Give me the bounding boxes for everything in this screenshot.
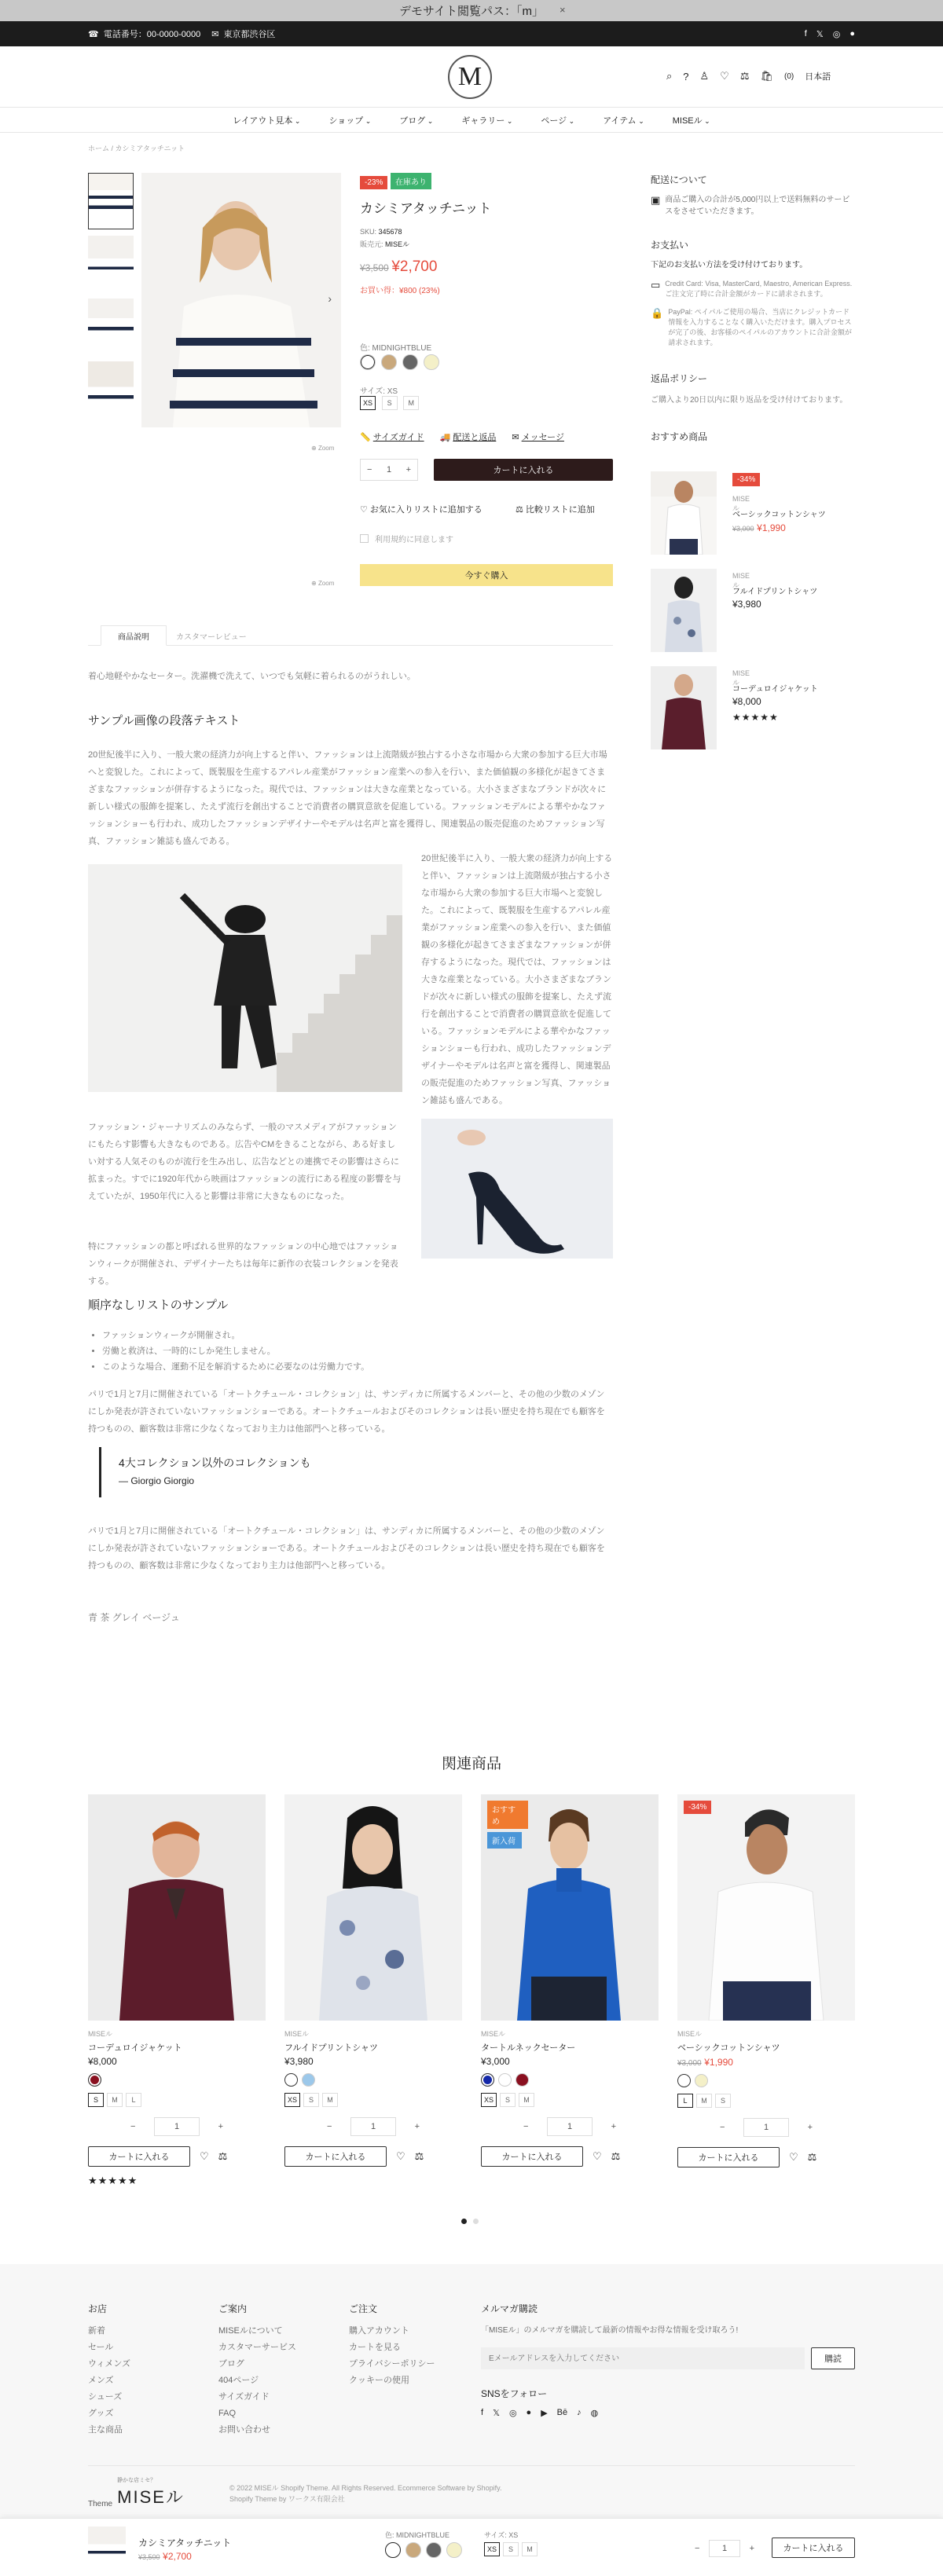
close-icon[interactable]: × bbox=[560, 4, 566, 16]
terms-label: 利用規約に同意します bbox=[375, 536, 453, 544]
pinterest-icon[interactable]: ● bbox=[526, 2408, 532, 2417]
wishlist-icon[interactable]: ♡ bbox=[720, 70, 729, 82]
account-icon[interactable]: ♙ bbox=[699, 70, 710, 82]
card-size[interactable]: XS bbox=[284, 2093, 300, 2107]
card-swatch[interactable] bbox=[516, 2073, 529, 2087]
card-swatch[interactable] bbox=[695, 2074, 708, 2087]
footer-link[interactable]: ウィメンズ bbox=[88, 2359, 131, 2369]
related-title: 関連商品 bbox=[441, 1756, 501, 1772]
rec-image-2[interactable] bbox=[651, 569, 717, 652]
zoom-icon: ⊕ bbox=[311, 445, 318, 452]
footer-link[interactable]: サイズガイド bbox=[218, 2392, 270, 2402]
logo[interactable]: M bbox=[448, 55, 492, 99]
footer-logo-small: Theme bbox=[88, 2500, 113, 2508]
stock-badge: 在庫あり bbox=[391, 173, 431, 189]
facebook-icon[interactable]: f bbox=[804, 28, 807, 38]
lock-icon: 🔒 bbox=[651, 307, 664, 319]
rec-image-1[interactable] bbox=[651, 471, 717, 555]
card-add-to-cart-button[interactable]: カートに入れる bbox=[284, 2146, 387, 2167]
color-swatches bbox=[360, 354, 439, 370]
minus-icon[interactable]: − bbox=[367, 465, 372, 475]
rec-name[interactable]: フルイドプリントシャツ bbox=[732, 588, 818, 596]
rec-old-price: ¥3,000 bbox=[732, 525, 754, 533]
plus-icon[interactable]: + bbox=[807, 2123, 813, 2132]
plus-icon[interactable]: + bbox=[749, 2544, 754, 2553]
footer-link[interactable]: カートを見る bbox=[349, 2343, 401, 2352]
blockquote bbox=[99, 1447, 311, 1497]
footer-link[interactable]: ブログ bbox=[218, 2359, 244, 2369]
payment-sub: 下記のお支払い方法を受け付けております。 bbox=[651, 261, 808, 269]
return-title: 返品ポリシー bbox=[651, 373, 708, 384]
list-item: • このような場合、運動不足を解消するために必要なのは労働力です。 bbox=[102, 1359, 605, 1375]
cart-count: (0) bbox=[784, 71, 794, 81]
sticky-size[interactable]: M bbox=[522, 2542, 538, 2556]
sticky-swatch[interactable] bbox=[405, 2542, 421, 2558]
footer-col-shop bbox=[88, 2302, 130, 2439]
compare-icon[interactable]: ⚖ bbox=[807, 2151, 817, 2163]
sns-title: SNSをフォロー bbox=[481, 2388, 548, 2399]
sticky-swatch[interactable] bbox=[385, 2542, 401, 2558]
vendor-label: 販売元: bbox=[360, 240, 383, 248]
chat-icon: ✉ bbox=[512, 433, 522, 442]
compare-icon[interactable]: ⚖ bbox=[611, 2150, 621, 2162]
sticky-swatches bbox=[385, 2542, 462, 2558]
thumbnail-3[interactable] bbox=[88, 299, 134, 355]
main-nav bbox=[0, 108, 943, 133]
plus-icon[interactable]: + bbox=[611, 2122, 616, 2131]
heart-icon[interactable]: ♡ bbox=[593, 2150, 602, 2162]
minus-icon[interactable]: − bbox=[327, 2122, 332, 2131]
sticky-thumbnail bbox=[88, 2527, 126, 2571]
instagram-icon[interactable]: ◎ bbox=[832, 29, 841, 39]
card-vendor: MISEル bbox=[88, 2030, 113, 2038]
card-vendor: MISEル bbox=[481, 2030, 506, 2038]
footer-link[interactable]: 主な商品 bbox=[88, 2425, 123, 2435]
carousel-dot-active[interactable] bbox=[461, 2219, 467, 2224]
next-image-icon[interactable]: › bbox=[328, 292, 332, 305]
terms-checkbox[interactable] bbox=[360, 534, 369, 543]
related-card bbox=[481, 1794, 659, 2167]
sticky-price: ¥2,700 bbox=[163, 2551, 192, 2562]
card-size[interactable]: S bbox=[88, 2093, 104, 2107]
rec-image-3[interactable] bbox=[651, 666, 717, 749]
sidebar bbox=[651, 173, 855, 443]
header bbox=[0, 46, 943, 108]
sticky-title: カシミアタッチニット bbox=[138, 2538, 232, 2549]
behance-icon[interactable]: Bē bbox=[556, 2408, 568, 2417]
footer-logo[interactable] bbox=[88, 2476, 185, 2508]
footer-heading: ご注文 bbox=[349, 2303, 378, 2314]
recommended-title: おすすめ商品 bbox=[651, 431, 708, 442]
sticky-add-to-cart-bar bbox=[0, 2518, 943, 2576]
card-old-price: ¥3,000 bbox=[677, 2059, 702, 2068]
rec-name[interactable]: ベーシックコットンシャツ bbox=[732, 511, 826, 519]
payment-title: お支払い bbox=[651, 240, 689, 251]
nav-item-page[interactable]: ページ ⌄ bbox=[541, 114, 574, 126]
card-size[interactable]: M bbox=[107, 2093, 123, 2107]
zoom-label-2[interactable]: ⊕ Zoom bbox=[311, 580, 335, 587]
mail-icon: ✉ bbox=[211, 29, 219, 39]
footer-link[interactable]: MISEルについて bbox=[218, 2326, 283, 2336]
utility-bar bbox=[0, 21, 943, 46]
size-xs[interactable]: XS bbox=[360, 396, 376, 410]
sns-icons bbox=[481, 2408, 855, 2418]
rec-vendor: MISEル bbox=[732, 572, 750, 589]
facebook-icon[interactable]: f bbox=[481, 2408, 484, 2417]
paypal-text: PayPal: ペイパルご使用の場合、当店にクレジットカード情報を入力することなく購入いただけます。購入プロセスが完了の後、お客様のペイパルのアカウントに合計金額が請求されます。 bbox=[668, 308, 852, 346]
sticky-sizes bbox=[484, 2542, 541, 2556]
savings: お買い得：¥800 (23%) bbox=[360, 287, 440, 295]
card-swatch[interactable] bbox=[498, 2073, 512, 2087]
card-add-to-cart-button[interactable]: カートに入れる bbox=[677, 2147, 780, 2167]
product-info bbox=[360, 173, 613, 295]
sticky-color-label: 色: MIDNIGHTBLUE bbox=[385, 2531, 450, 2539]
zoom-icon: ⊕ bbox=[311, 580, 318, 587]
footer-col-info bbox=[218, 2302, 296, 2439]
card-size[interactable]: L bbox=[677, 2094, 693, 2108]
card-add-to-cart-button[interactable]: カートに入れる bbox=[88, 2146, 190, 2167]
footer-divider bbox=[88, 2465, 855, 2466]
card-size[interactable]: M bbox=[322, 2093, 338, 2107]
related-image-2[interactable] bbox=[284, 1794, 462, 2021]
shipping-link[interactable]: 🚚 配送と返品 bbox=[439, 433, 497, 442]
related-card bbox=[88, 1794, 266, 2187]
product-tags[interactable]: 青 茶 グレイ ベージュ bbox=[88, 1612, 180, 1623]
price: ¥2,700 bbox=[391, 258, 438, 275]
announcement-text: デモサイト閲覧パス：「m」 bbox=[399, 5, 544, 18]
footer-logo-text: MISEル bbox=[117, 2487, 185, 2507]
description-intro: 着心地軽やかなセーター。洗濯機で洗えて、いつでも気軽に着られるのがうれしい。 bbox=[88, 672, 416, 681]
description-heading-1: サンプル画像の段落テキスト bbox=[88, 714, 240, 727]
breadcrumb[interactable]: ホーム / カシミアタッチニット bbox=[88, 145, 185, 152]
rec-badge: -34% bbox=[732, 473, 760, 486]
footer-heading: お店 bbox=[88, 2303, 108, 2314]
copyright: © 2022 MISEル Shopify Theme. All Rights Reserved. Ecommerce Software by Shopify. bbox=[229, 2484, 502, 2492]
pinterest-icon[interactable]: ● bbox=[849, 28, 855, 38]
card-add-to-cart-button[interactable]: カートに入れる bbox=[481, 2146, 583, 2167]
description-paragraph-3: ファッション・ジャーナリズムのみならず、一般のマスメディアがファッションにもたらす影響も大きなものである。広告やCMをきることながら、ある好ましい対する人気そのものが流行を生み出し、広告などとの連携でその影響はさらに拡まった。すでに1920年代から映画はファッションの流行にある程度の影響を与えていたが、1950年代に入ると影響は非常に大きなものになった。 bbox=[88, 1123, 402, 1201]
product-title: カシミアタッチニット bbox=[360, 201, 492, 216]
newsletter-title: メルマガ購読 bbox=[481, 2303, 538, 2314]
description-heading-2: 順序なしリストのサンプル bbox=[88, 1299, 229, 1312]
list-item: • ファッションウィークが開催され。 bbox=[102, 1328, 605, 1343]
shoe-photo bbox=[421, 1119, 613, 1259]
quote-author: — Giorgio Giorgio bbox=[119, 1475, 195, 1486]
footer-link[interactable]: FAQ bbox=[218, 2409, 237, 2418]
plus-icon[interactable]: + bbox=[405, 465, 411, 475]
footer-link[interactable]: 購入アカウント bbox=[349, 2326, 409, 2336]
nav-item-misel[interactable]: MISEル ⌄ bbox=[673, 114, 710, 126]
x-icon[interactable]: 𝕏 bbox=[493, 2409, 500, 2418]
footer-link[interactable]: 新着 bbox=[88, 2326, 105, 2336]
swatch-cream[interactable] bbox=[424, 354, 439, 370]
footer-link[interactable]: クッキーの使用 bbox=[349, 2376, 409, 2385]
description-paragraph-1: 20世紀後半に入り、一般大衆の経済力が向上すると伴い、ファッションは上流階級が独占する小さな市場から大衆の参加する巨大市場へと変貌した。これによって、既製服を生産するアパレル産業がファッション産業への参入を行い、また価値観の多様化が起きてさまざまなファッションが併存するようになった。現代では、ファッションは大きな産業となっている。大小さまざまなブランドが次々に新しい様式の服飾を提案し、たえず流行を創出することで消費者の購買意欲を促進している。ファッションモデルによる華やかなファッションショーも行われ、成功したファッションデザイナーやモデルは名声と富を獲得し、関連製品の販売促進のためファッション写真、ファッション雑誌も盛んである。 bbox=[88, 750, 607, 846]
description-paragraph-4: 特にファッションの都と呼ばれる世界的なファッションの中心地ではファッションウィークが開催され、デザイナーたちは毎年に新作の衣装コレクションを発表する。 bbox=[88, 1242, 398, 1286]
tab-bar bbox=[88, 625, 613, 646]
rec-vendor: MISEル bbox=[732, 669, 750, 687]
phone-icon: ☎ bbox=[88, 29, 99, 39]
card-size[interactable]: S bbox=[303, 2093, 319, 2107]
sticky-swatch[interactable] bbox=[426, 2542, 442, 2558]
cart-icon[interactable]: 🛍 bbox=[760, 70, 773, 82]
related-image-3[interactable] bbox=[481, 1794, 659, 2021]
size-s[interactable]: S bbox=[382, 396, 398, 410]
heart-icon[interactable]: ♡ bbox=[789, 2151, 798, 2163]
card-size[interactable]: S bbox=[715, 2094, 731, 2108]
carousel-dot[interactable] bbox=[473, 2219, 479, 2224]
ruler-icon: 📏 bbox=[360, 433, 373, 442]
sticky-size-label: サイズ: XS bbox=[484, 2531, 519, 2539]
sticky-size[interactable]: S bbox=[503, 2542, 519, 2556]
quote-text: 4大コレクション以外のコレクションも bbox=[119, 1457, 311, 1469]
card-size[interactable]: XS bbox=[481, 2093, 497, 2107]
quantity-stepper[interactable]: − 1 + bbox=[360, 459, 418, 481]
card-name[interactable]: タートルネックセーター bbox=[481, 2043, 576, 2053]
card-size[interactable]: M bbox=[696, 2094, 712, 2108]
rec-price: ¥3,980 bbox=[732, 599, 761, 610]
description-paragraph-2: 20世紀後半に入り、一般大衆の経済力が向上すると伴い、ファッションは上流階級が独占する小さな市場から大衆の参加する巨大市場へと変貌した。これによって、既製服を生産するアパレル産業がファッション産業への参入を行い、また価値観の多様化が起きてさまざまなファッションが併存するようになった。現代では、ファッションは大きな産業となっている。大小さまざまなブランドが次々に新しい様式の服飾を提案し、たえず流行を創出することで消費者の購買意欲を促進している。ファッションモデルによる華やかなファッションショーも行われ、成功したファッションデザイナーやモデルは名声と富を獲得し、関連製品の販売促進のためファッション写真、ファッション雑誌も盛んである。 bbox=[421, 854, 613, 1105]
message-link[interactable]: ✉ メッセージ bbox=[512, 433, 564, 442]
card-vendor: MISEル bbox=[284, 2030, 310, 2038]
truck-icon: 🚚 bbox=[439, 433, 453, 442]
card-quantity-stepper[interactable]: − 1 + bbox=[517, 2116, 622, 2137]
related-card bbox=[284, 1794, 462, 2167]
card-name[interactable]: フルイドプリントシャツ bbox=[284, 2043, 379, 2053]
description-list bbox=[102, 1328, 605, 1375]
heart-icon[interactable]: ♡ bbox=[200, 2150, 209, 2162]
rec-rating-stars: ★★★★★ bbox=[732, 712, 779, 723]
add-to-cart-button[interactable]: カートに入れる bbox=[434, 459, 613, 481]
footer-logo-tag: 静かな店ミセ？ bbox=[117, 2478, 156, 2483]
editorial-image-2 bbox=[421, 1119, 613, 1259]
card-swatch[interactable] bbox=[481, 2073, 494, 2087]
sticky-old-price: ¥3,500 bbox=[138, 2553, 160, 2561]
nav-item-blog[interactable]: ブログ ⌄ bbox=[399, 114, 433, 126]
card-swatch[interactable] bbox=[302, 2073, 315, 2087]
shipping-title: 配送について bbox=[651, 174, 707, 185]
sku-value: 345678 bbox=[378, 228, 402, 236]
search-icon[interactable]: ⌕ bbox=[666, 70, 673, 82]
card-quantity-stepper[interactable]: − 1 + bbox=[124, 2116, 229, 2137]
subscribe-button[interactable]: 購読 bbox=[811, 2347, 855, 2369]
terms-checkbox-row bbox=[360, 533, 453, 544]
shipping-text: 商品ご購入の合計が5,000円以上で送料無料のサービスをさせていただきます。 bbox=[665, 196, 850, 216]
card-swatch[interactable] bbox=[284, 2073, 298, 2087]
sale-badge: -23% bbox=[360, 176, 387, 189]
thumbnail-list bbox=[88, 173, 134, 418]
card-badge-featured: おすすめ bbox=[487, 1801, 528, 1829]
vendor-value[interactable]: MISEル bbox=[385, 240, 410, 248]
card-rating-stars: ★★★★★ bbox=[88, 2175, 138, 2186]
thumbnail-4[interactable] bbox=[88, 361, 134, 418]
nav-item-layout[interactable]: レイアウト見本 ⌄ bbox=[233, 114, 300, 126]
card-price: ¥8,000 bbox=[88, 2056, 117, 2067]
footer-link[interactable]: カスタマーサービス bbox=[218, 2343, 296, 2352]
sticky-swatch[interactable] bbox=[446, 2542, 462, 2558]
plus-icon[interactable]: + bbox=[414, 2122, 420, 2131]
sticky-quantity-stepper[interactable]: − 1 + bbox=[688, 2539, 761, 2558]
editorial-image-1 bbox=[88, 864, 402, 1092]
size-guide-link[interactable]: 📏 サイズガイド bbox=[360, 433, 424, 442]
credit: Shopify Theme by ワークス有限会社 bbox=[229, 2495, 345, 2503]
card-vendor: MISEル bbox=[677, 2030, 703, 2038]
card-price: ¥3,980 bbox=[284, 2056, 314, 2067]
help-icon[interactable]: ? bbox=[683, 70, 689, 82]
recommended-item[interactable] bbox=[651, 666, 818, 749]
tab-reviews[interactable]: カスタマーレビュー bbox=[176, 633, 247, 642]
line-icon[interactable]: ◍ bbox=[590, 2409, 599, 2418]
size-options bbox=[360, 396, 422, 410]
stairs-photo bbox=[88, 864, 402, 1092]
related-image-4[interactable] bbox=[677, 1794, 855, 2021]
related-card bbox=[677, 1794, 855, 2167]
footer-link[interactable]: セール bbox=[88, 2343, 114, 2352]
recommended-item[interactable] bbox=[651, 569, 818, 652]
tiktok-icon[interactable]: ♪ bbox=[577, 2408, 582, 2417]
description-paragraph-5: パリで1月と7月に開催されている「オートクチュール・コレクション」は、サンディカに所属するメンバーと、その他の少数のメゾンにしか発表が許されていないファッションショーである。オートクチュールおよびそのコレクションは長い歴史を持ち現在でも顧客を持つものの、顧客数は非常に少なくなっており主力は他部門へと移っている。 bbox=[88, 1390, 605, 1434]
compare-icon[interactable]: ⚖ bbox=[414, 2150, 424, 2162]
size-label: サイズ: XS bbox=[360, 387, 398, 396]
description-paragraph-6: パリで1月と7月に開催されている「オートクチュール・コレクション」は、サンディカに所属するメンバーと、その他の少数のメゾンにしか発表が許されていないファッションショーである。オートクチュールおよびそのコレクションは長い歴史を持ち現在でも顧客を持つものの、顧客数は非常に少なくなっており主力は他部門へと移っている。 bbox=[88, 1526, 605, 1570]
nav-item-gallery[interactable]: ギャラリー ⌄ bbox=[461, 114, 512, 126]
announcement-bar bbox=[0, 0, 943, 21]
wishlist-button[interactable]: ♡ お気に入りリストに追加する bbox=[360, 505, 483, 515]
color-label: 色: MIDNIGHTBLUE bbox=[360, 344, 432, 353]
card-quantity-stepper[interactable]: − 1 + bbox=[714, 2117, 819, 2138]
card-name[interactable]: コーデュロイジャケット bbox=[88, 2043, 182, 2053]
card-text: Credit Card: Visa, MasterCard, Maestro, American Express. ご注文完了時に合計金額がカードに請求されます。 bbox=[665, 280, 853, 298]
compare-button[interactable]: ⚖ 比較リストに追加 bbox=[516, 505, 595, 515]
minus-icon[interactable]: − bbox=[720, 2123, 725, 2132]
footer-link[interactable]: プライバシーポリシー bbox=[349, 2359, 435, 2369]
rec-price: ¥1,990 bbox=[757, 522, 786, 533]
footer-link[interactable]: お問い合わせ bbox=[218, 2425, 270, 2435]
carousel-dots bbox=[461, 2219, 479, 2224]
swatch-beige[interactable] bbox=[381, 354, 397, 370]
compare-icon[interactable]: ⚖ bbox=[739, 70, 750, 82]
main-product-image[interactable] bbox=[141, 173, 341, 427]
card-badge-new: 新入荷 bbox=[487, 1832, 522, 1849]
card-quantity-stepper[interactable]: − 1 + bbox=[321, 2116, 426, 2137]
heart-icon[interactable]: ♡ bbox=[396, 2150, 405, 2162]
thumbnail-1[interactable] bbox=[88, 173, 134, 229]
swatch-gray[interactable] bbox=[402, 354, 418, 370]
sticky-size[interactable]: XS bbox=[484, 2542, 500, 2556]
footer-link[interactable]: 404ページ bbox=[218, 2376, 259, 2385]
card-badge-sale: -34% bbox=[684, 1801, 711, 1814]
footer-link[interactable]: シューズ bbox=[88, 2392, 123, 2402]
zoom-label[interactable]: ⊕ Zoom bbox=[311, 445, 335, 452]
footer-link[interactable]: グッズ bbox=[88, 2409, 114, 2418]
compare-price: ¥3,500 bbox=[360, 262, 389, 273]
list-item: • 労働と救済は、一時的にしか発生しません。 bbox=[102, 1343, 605, 1359]
return-text: ご購入より20日以内に限り返品を受け付けております。 bbox=[651, 396, 848, 405]
recommended-item[interactable] bbox=[651, 471, 826, 555]
rec-name[interactable]: コーデュロイジャケット bbox=[732, 685, 818, 694]
related-image-1[interactable] bbox=[88, 1794, 266, 2021]
newsletter-text: 「MISEル」のメルマガを購読して最新の情報やお得な情報を受け取ろう! bbox=[481, 2326, 739, 2335]
youtube-icon[interactable]: ▶ bbox=[541, 2409, 548, 2418]
minus-icon[interactable]: − bbox=[523, 2122, 529, 2131]
heart-icon: ♡ bbox=[360, 505, 370, 515]
rec-vendor: MISEル bbox=[732, 495, 750, 512]
phone-text: 電話番号：00-0000-0000 bbox=[103, 30, 201, 39]
instagram-icon[interactable]: ◎ bbox=[508, 2409, 517, 2418]
swatch-white[interactable] bbox=[360, 354, 376, 370]
product-links bbox=[360, 431, 564, 443]
card-swatch[interactable] bbox=[677, 2074, 691, 2087]
nav-item-shop[interactable]: ショップ ⌄ bbox=[328, 114, 371, 126]
sticky-add-to-cart-button[interactable]: カートに入れる bbox=[772, 2538, 855, 2558]
plus-icon[interactable]: + bbox=[218, 2122, 223, 2131]
card-price: ¥3,000 bbox=[481, 2056, 510, 2067]
card-size[interactable]: S bbox=[500, 2093, 516, 2107]
product-photo bbox=[141, 173, 341, 427]
x-icon[interactable]: 𝕏 bbox=[816, 29, 824, 39]
card-size[interactable]: M bbox=[519, 2093, 534, 2107]
compare-icon[interactable]: ⚖ bbox=[218, 2150, 228, 2162]
rec-price: ¥8,000 bbox=[732, 696, 761, 707]
newsletter bbox=[481, 2302, 855, 2418]
card-swatch[interactable] bbox=[88, 2073, 101, 2087]
footer-col-order bbox=[349, 2302, 435, 2389]
card-price: ¥1,990 bbox=[704, 2057, 733, 2068]
minus-icon[interactable]: − bbox=[130, 2122, 136, 2131]
credit-card-icon: ▭ bbox=[651, 279, 661, 291]
card-name[interactable]: ベーシックコットンシャツ bbox=[677, 2043, 780, 2053]
sku-label: SKU: bbox=[360, 228, 377, 236]
nav-item-items[interactable]: アイテム ⌄ bbox=[603, 114, 644, 126]
language-select[interactable]: 日本語 bbox=[805, 72, 831, 82]
footer-link[interactable]: メンズ bbox=[88, 2376, 114, 2385]
buy-now-button[interactable]: 今すぐ購入 bbox=[360, 564, 613, 586]
minus-icon[interactable]: − bbox=[695, 2544, 700, 2553]
scale-icon: ⚖ bbox=[516, 505, 526, 515]
size-m[interactable]: M bbox=[403, 396, 419, 410]
tab-description[interactable]: 商品説明 bbox=[101, 625, 167, 646]
footer-heading: ご案内 bbox=[218, 2303, 248, 2314]
address-text: 東京都渋谷区 bbox=[223, 30, 276, 39]
card-size[interactable]: L bbox=[126, 2093, 141, 2107]
box-icon: ▣ bbox=[651, 194, 661, 206]
thumbnail-2[interactable] bbox=[88, 236, 134, 292]
newsletter-email-input[interactable] bbox=[481, 2347, 805, 2369]
